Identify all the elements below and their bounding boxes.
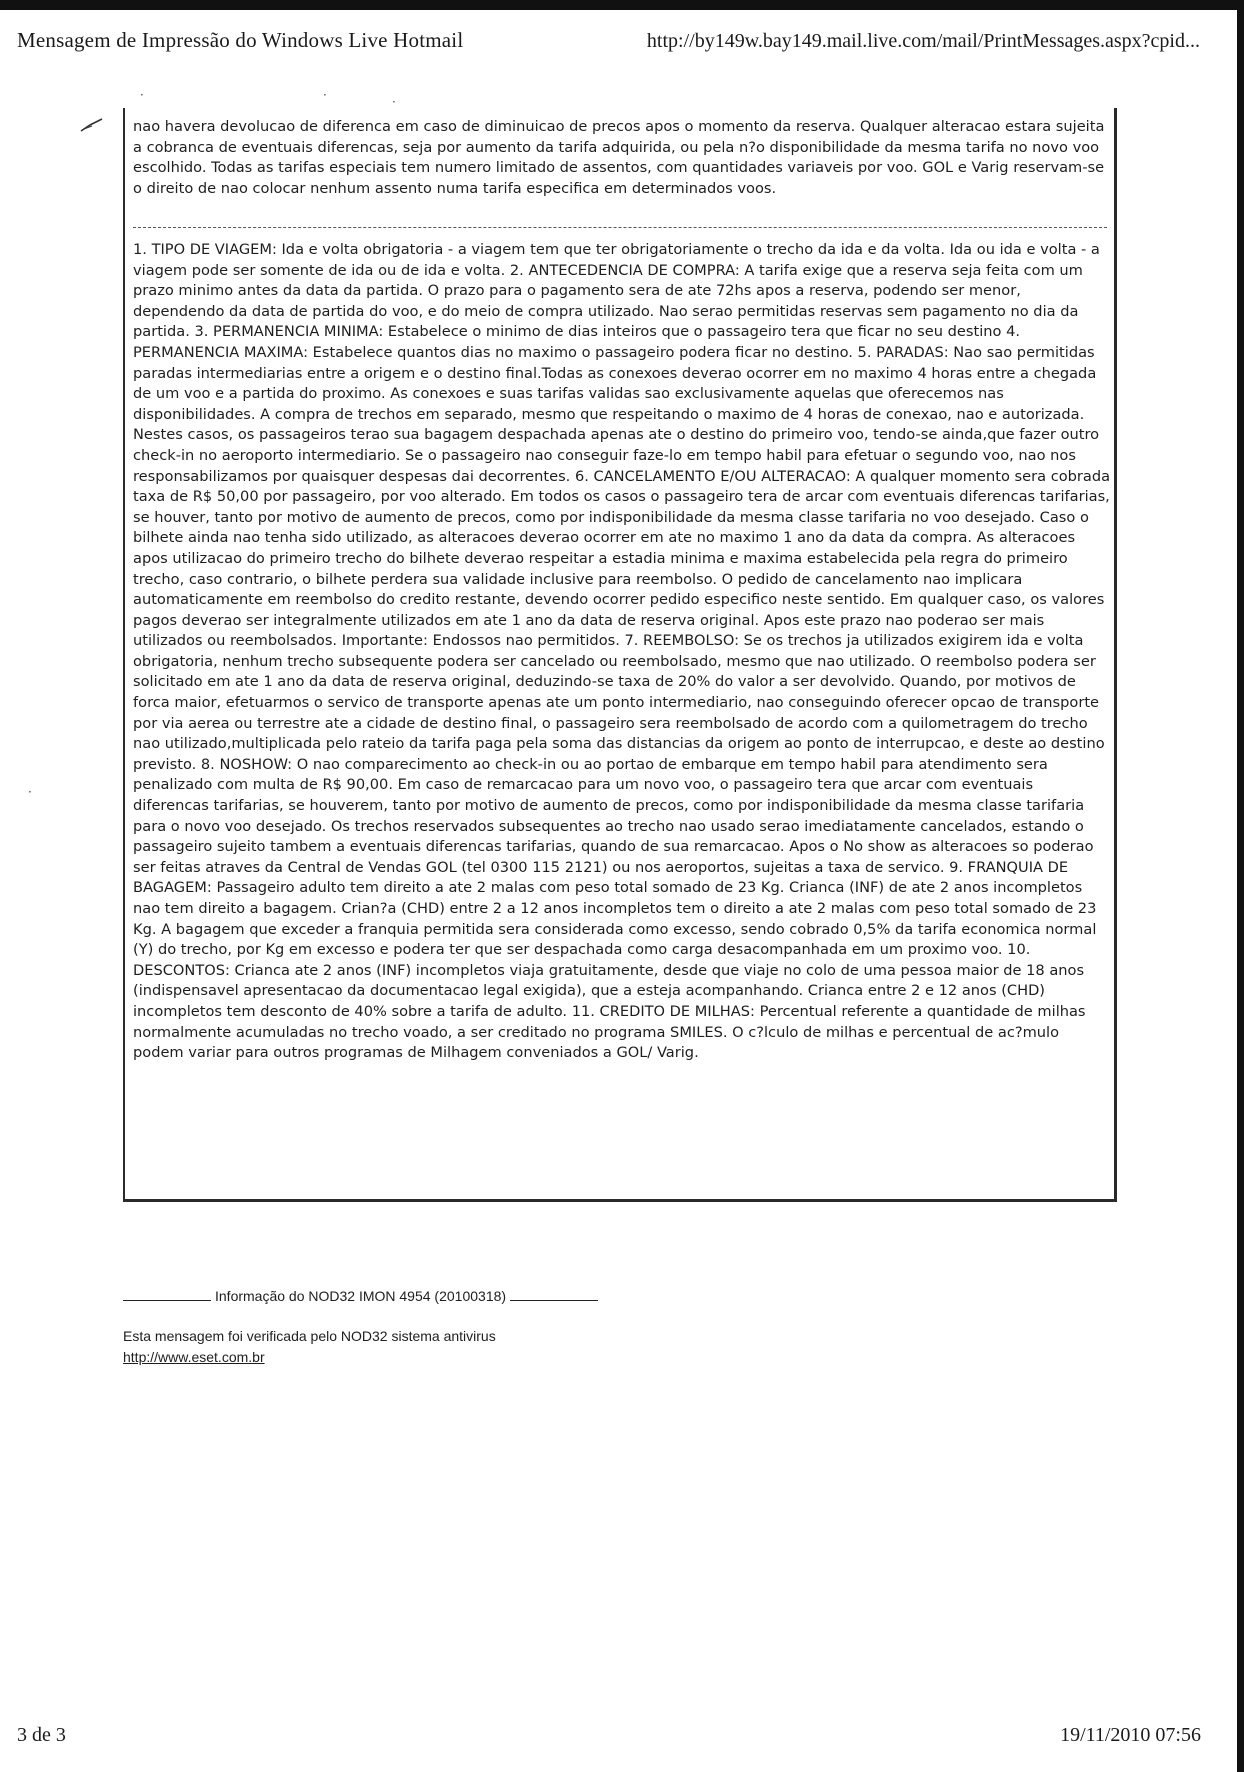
antivirus-verified-text: Esta mensagem foi verificada pelo NOD32 sistema antivirus bbox=[123, 1328, 496, 1344]
rule-right bbox=[510, 1300, 598, 1301]
print-header-title: Mensagem de Impressão do Windows Live Hotmail bbox=[17, 28, 464, 52]
rule-left bbox=[123, 1300, 211, 1301]
print-datetime: 19/11/2010 07:56 bbox=[1060, 1724, 1201, 1746]
fare-rules-paragraph: 1. TIPO DE VIAGEM: Ida e volta obrigatoria - a viagem tem que ter obrigatoriamente o trecho da ida e da volta. Ida ou ida e volta - a viagem pode ser somente de ida ou de ida e volta. 2. ANTECEDENCIA DE COMPRA: A tarifa exige que a reserva seja feita com um prazo minimo antes da data da partida. O prazo para o pagamento sera de ate 72hs apos a reserva, podendo ser menor, dependendo da data de partida do voo, e do meio de compra utilizado. Nao serao permitidas reservas sem pagamento no dia da partida. 3. PERMANENCIA MINIMA: Estabelece o minimo de dias inteiros que o passageiro tera que ficar no seu destino 4. PERMANENCIA MAXIMA: Estabelece quantos dias no maximo o passageiro podera ficar no destino. 5. PARADAS: Nao sao permitidas paradas intermediarias entre a origem e o destino final.Todas as conexoes deverao ocorrer em no maximo 4 horas entre a chegada de um voo e a partida do proximo. As conexoes e suas tarifas validas sao exclusivamente aquelas que oferecemos nas disponibilidades. A compra de trechos em separado, mesmo que respeitando o maximo de 4 horas de conexao, nao e autorizada. Nestes casos, os passageiros terao sua bagagem despachada apenas ate o destino do primeiro voo, tendo-se ainda,que fazer outro check-in no aeroporto intermediario. Se o passageiro nao conseguir faze-lo em tempo habil para efetuar o segundo voo, nao nos responsabilizamos por quaisquer despesas dai decorrentes. 6. CANCELAMENTO E/OU ALTERACAO: A qualquer momento sera cobrada taxa de R$ 50,00 por passageiro, por voo alterado. Em todos os casos o passageiro tera de arcar com eventuais diferencas tarifarias, se houver, tanto por motivo de aumento de precos, como por indisponibilidade da mesma classe tarifaria no voo desejado. Caso o bilhete ainda nao tenha sido utilizado, as alteracoes deverao ocorrer em ate no maximo 1 ano da data da compra. As alteracoes apos utilizacao do primeiro trecho do bilhete deverao respeitar a estadia minima e maxima estabelecida pela regra do primeiro trecho, caso contrario, o bilhete perdera sua validade inclusive para reembolso. O pedido de cancelamento nao implicara automaticamente em reembolso do credito restante, devendo ocorrer pedido especifico neste sentido. Em qualquer caso, os valores pagos deverao ser integralmente utilizados em ate 1 ano da data de reserva original. Apos este prazo nao poderao ser mais utilizados ou reembolsados. Importante: Endossos nao permitidos. 7. REEMBOLSO: Se os trechos ja utilizados exigirem ida e volta obrigatoria, nenhum trecho subsequente podera ser cancelado ou reembolsado, mesmo que nao utilizado. O reembolso podera ser solicitado em ate 1 ano da data de reserva original, deduzindo-se taxa de 20% do valor a ser devolvido. Quando, por motivos de forca maior, efetuarmos o servico de transporte apenas ate um ponto intermediario, nao conseguindo oferecer opcao de transporte por via aerea ou terrestre ate a cidade de destino final, o passageiro sera reembolsado de acordo com a quilometragem do trecho nao utilizado,multiplicada pelo rateio da tarifa paga pela soma das distancias da origem ao ponto de interrupcao, e deste ao destino previsto. 8. NOSHOW: O nao comparecimento ao check-in ou ao portao de embarque em tempo habil para atendimento sera penalizado com multa de R$ 90,00. Em caso de remarcacao para um novo voo, o passageiro tera que arcar com eventuais diferencas tarifarias, se houverem, tanto por motivo de aumento de precos, como por indisponibilidade da mesma classe tarifaria para o novo voo desejado. Os trechos reservados subsequentes ao trecho nao usado serao imediatamente cancelados, estando o passageiro sujeito tambem a eventuais diferencas tarifarias, quando de sua remarcacao. Apos o No show as alteracoes so poderao ser feitas atraves da Central de Vendas GOL (tel 0300 115 2121) ou nos aeroportos, sujeitas a taxa de servico. 9. FRANQUIA DE BAGAGEM: Passageiro adulto tem direito a ate 2 malas com peso total somado de 23 Kg. Crianca (INF) de ate 2 anos incompletos nao tem direito a bagagem. Crian?a (CHD) entre 2 a 12 anos incompletos tem o direito a ate 2 malas com peso total somado de 23 Kg. A bagagem que exceder a franquia permitida sera considerada como excesso, sendo cobrado 0,5% da tarifa economica normal (Y) do trecho, por Kg em excesso e podera ter que ser despachada como carga desacompanhada em um proximo voo. 10. DESCONTOS: Crianca ate 2 anos (INF) incompletos viaja gratuitamente, desde que viaje no colo de uma pessoa maior de 18 anos (indispensavel apresentacao da documentacao legal exigida), que a esteja acompanhando. Crianca entre 2 e 12 anos (CHD) incompletos tem desconto de 40% sobre a tarifa de adulto. 11. CREDITO DE MILHAS: Percentual referente a quantidade de milhas normalmente acumuladas no trecho voado, a ser creditado no programa SMILES. O c?lculo de milhas e percentual de ac?mulo podem variar para outros programas de Milhagem conveniados a GOL/ Varig. bbox=[133, 241, 1111, 1062]
scan-speck: · bbox=[28, 785, 32, 799]
scan-speck: · bbox=[140, 88, 144, 102]
print-header-url: http://by149w.bay149.mail.live.com/mail/PrintMessages.aspx?cpid... bbox=[646, 30, 1200, 52]
scan-speck: · bbox=[323, 88, 327, 102]
scan-top-edge bbox=[0, 0, 1244, 10]
antivirus-info-line bbox=[123, 1288, 598, 1304]
fare-notice-paragraph: nao havera devolucao de diferenca em caso de diminuicao de precos apos o momento da reserva. Qualquer alteracao estara sujeita a cobranca de eventuais diferencas, seja por aumento da tarifa adquirida, ou pela n?o disponibilidade da mesma tarifa no novo voo escolhido. Todas as tarifas especiais tem numero limitado de assentos, com quantidades variaveis por voo. GOL e Varig reservam-se o direito de nao colocar nenhum assento numa tarifa especifica em determinados voos. bbox=[133, 118, 1105, 197]
pen-check-mark-icon bbox=[80, 117, 104, 133]
eset-link[interactable]: http://www.eset.com.br bbox=[123, 1349, 265, 1365]
dashed-divider bbox=[133, 227, 1107, 228]
page-number: 3 de 3 bbox=[17, 1724, 66, 1746]
scan-speck: · bbox=[392, 95, 396, 109]
antivirus-info-text: Informação do NOD32 IMON 4954 (20100318) bbox=[215, 1288, 507, 1304]
scan-right-edge bbox=[1237, 10, 1244, 1772]
